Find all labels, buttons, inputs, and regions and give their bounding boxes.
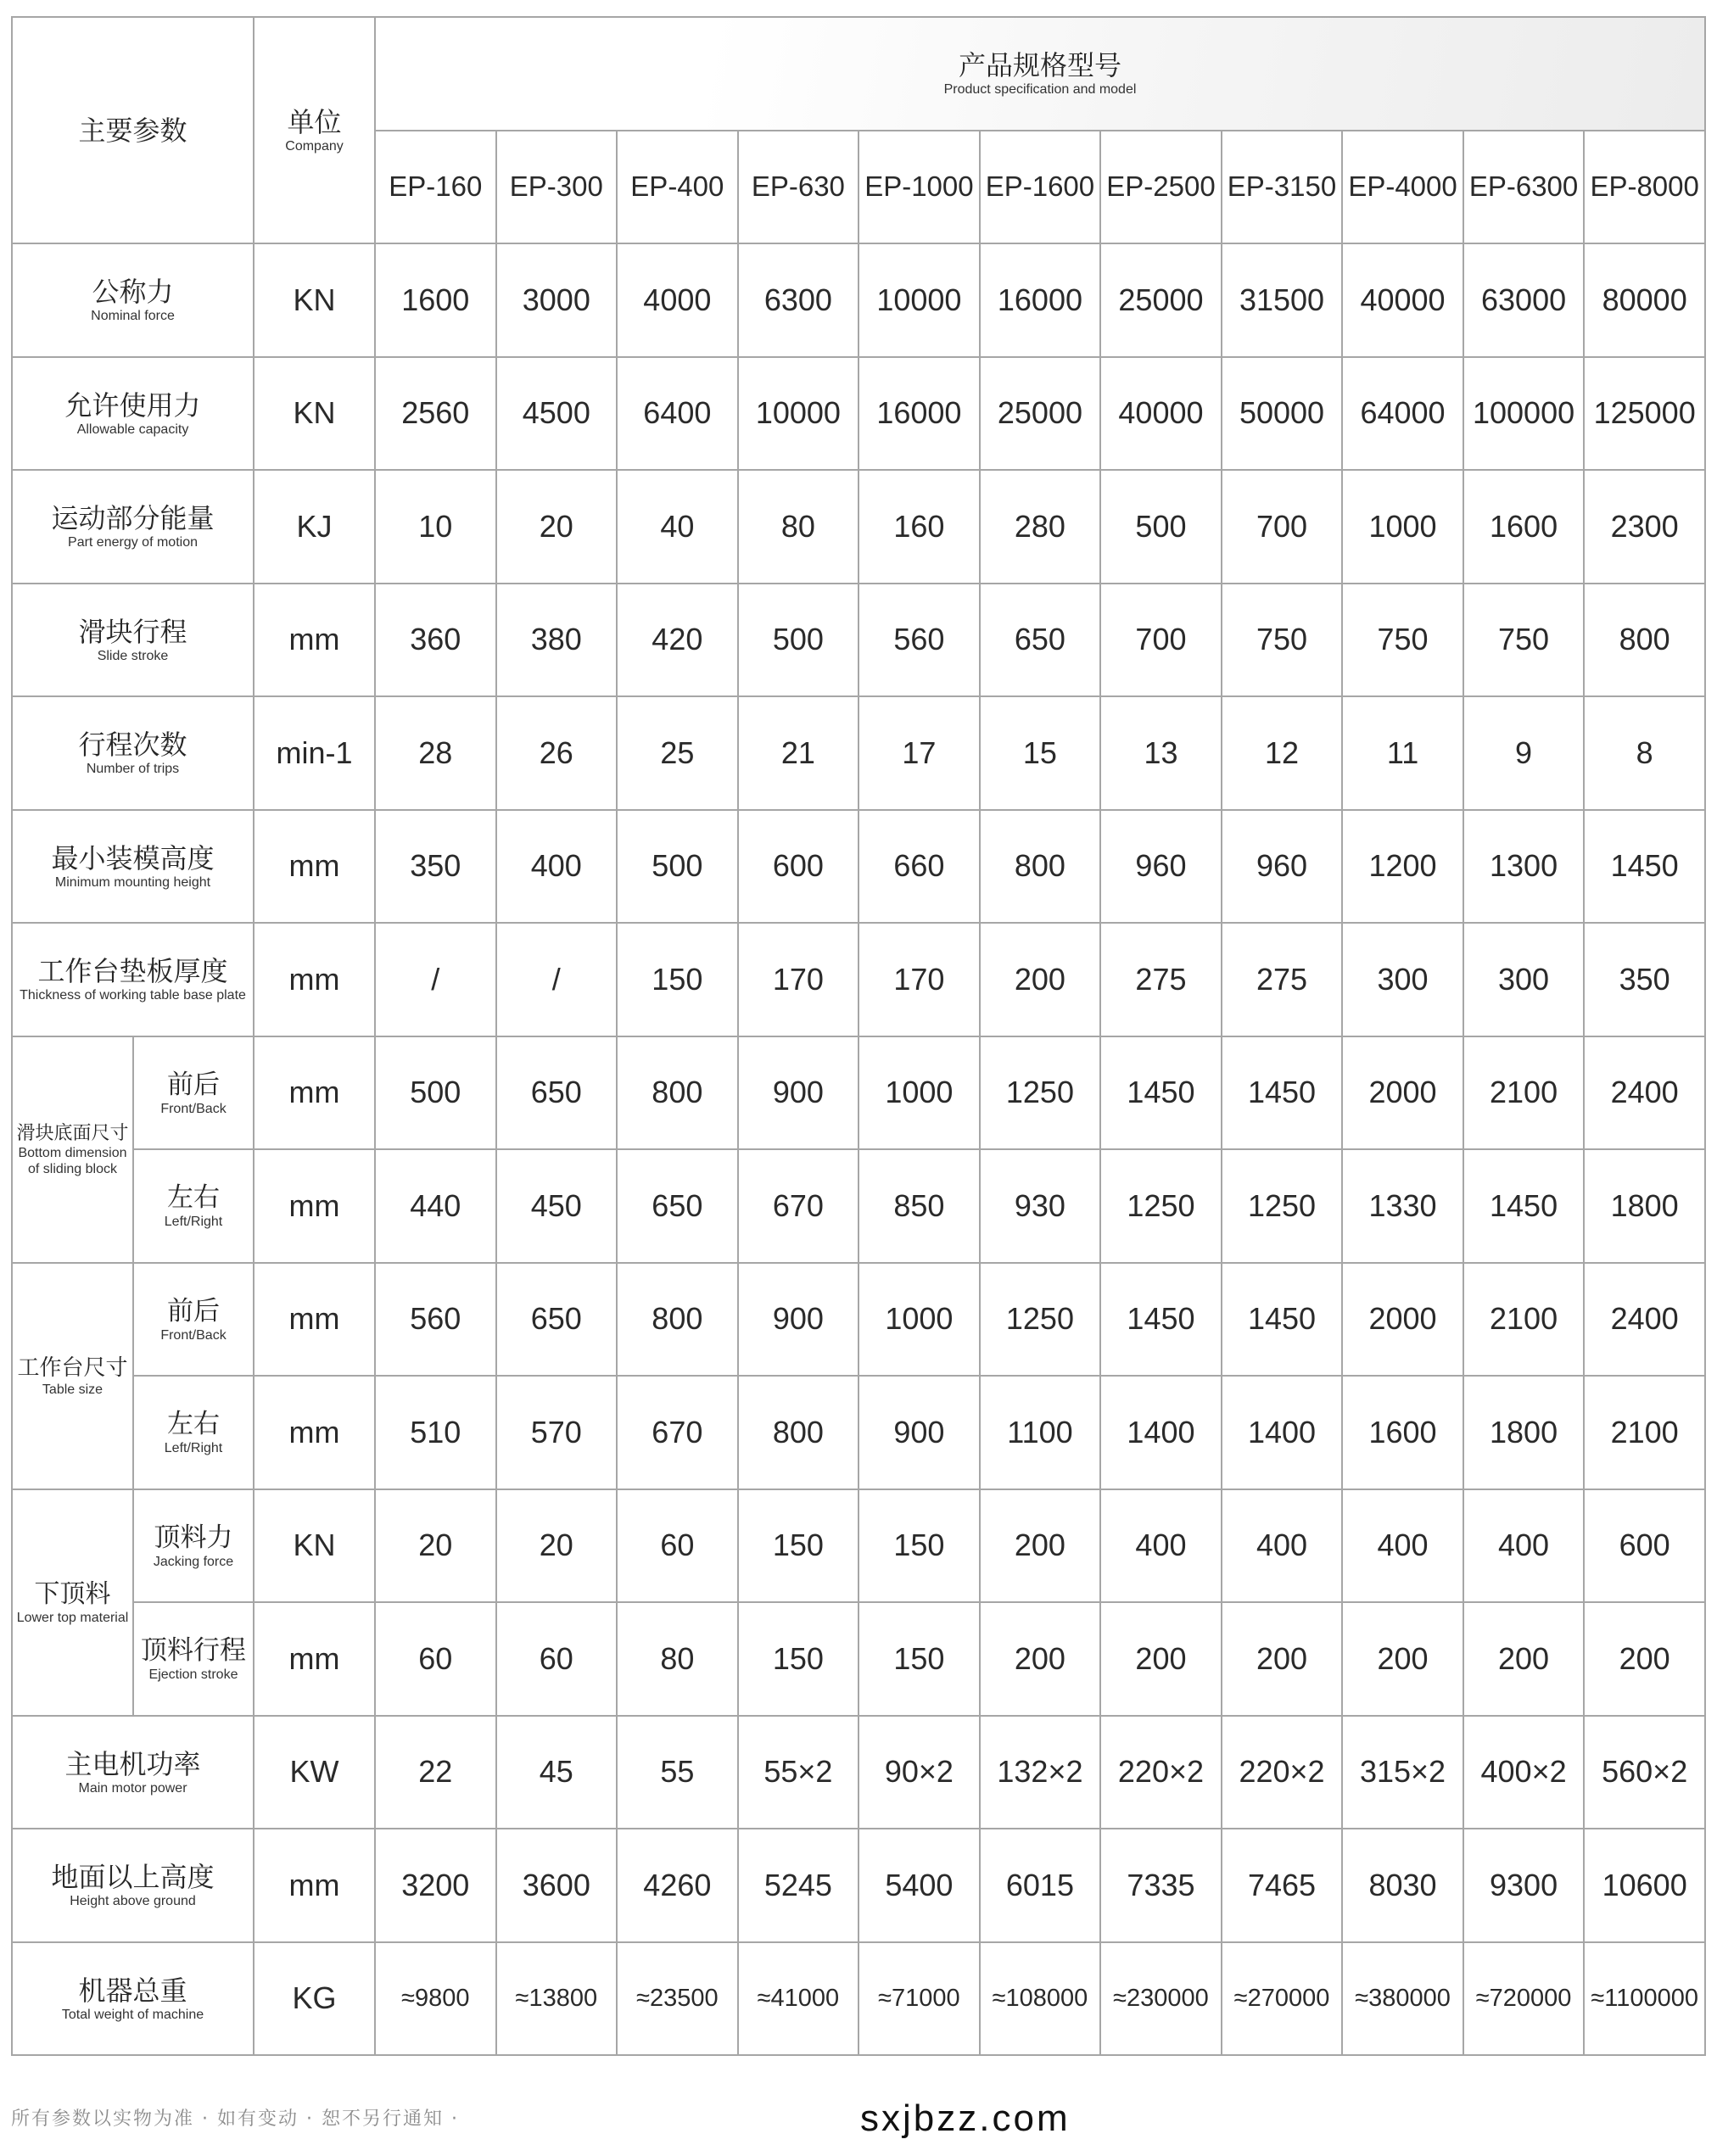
spec-value: 64000 <box>1342 357 1463 471</box>
spec-value: 150 <box>858 1602 980 1716</box>
spec-value: 800 <box>617 1263 738 1377</box>
spec-value: 50000 <box>1222 357 1343 471</box>
spec-value: 200 <box>980 1602 1101 1716</box>
spec-value: 510 <box>375 1376 496 1489</box>
spec-value: 800 <box>738 1376 859 1489</box>
spec-value: 1250 <box>1100 1149 1222 1263</box>
param-label-en: Number of trips <box>86 762 180 777</box>
spec-table <box>11 16 1706 2056</box>
spec-value: 200 <box>980 1489 1101 1603</box>
param-label <box>12 810 254 924</box>
sub-label <box>133 1489 254 1603</box>
unit-cell: KN <box>254 357 375 471</box>
param-label-en: Thickness of working table base plate <box>20 988 246 1003</box>
spec-value: 1400 <box>1100 1376 1222 1489</box>
spec-value: ≈23500 <box>617 1942 738 2056</box>
spec-value: 63000 <box>1463 243 1585 357</box>
spec-value: 40 <box>617 470 738 584</box>
spec-value: 6015 <box>980 1829 1101 1942</box>
sub-label-cn: 顶料力 <box>154 1522 233 1552</box>
param-label <box>12 1716 254 1829</box>
spec-value: 2400 <box>1584 1263 1705 1377</box>
group-label-en: Table size <box>42 1382 103 1397</box>
spec-value: 2100 <box>1463 1036 1585 1150</box>
sub-label-cn: 左右 <box>167 1182 220 1213</box>
model-header: EP-400 <box>617 131 738 244</box>
model-header: EP-8000 <box>1584 131 1705 244</box>
spec-value: 20 <box>496 470 618 584</box>
sub-label <box>133 1602 254 1716</box>
unit-cell: mm <box>254 1263 375 1377</box>
param-label-cn: 地面以上高度 <box>51 1862 215 1893</box>
site-url: sxjbzz.com <box>860 2097 1071 2139</box>
spec-value: 10000 <box>858 243 980 357</box>
spec-value: 100000 <box>1463 357 1585 471</box>
spec-value: 8 <box>1584 696 1705 810</box>
spec-value: 560 <box>375 1263 496 1377</box>
group-label-cn: 下顶料 <box>34 1579 111 1608</box>
spec-value: ≈71000 <box>858 1942 980 2056</box>
spec-value: 2100 <box>1584 1376 1705 1489</box>
group-label-cn: 滑块底面尺寸 <box>16 1122 129 1144</box>
sub-label-en: Front/Back <box>160 1101 227 1116</box>
sub-label-cn: 前后 <box>167 1069 220 1099</box>
param-label-cn: 工作台垫板厚度 <box>37 956 228 987</box>
spec-value: 700 <box>1222 470 1343 584</box>
group-label <box>12 1263 133 1489</box>
sub-label <box>133 1036 254 1150</box>
spec-value: 560×2 <box>1584 1716 1705 1829</box>
param-label-en: Minimum mounting height <box>54 874 211 890</box>
unit-cell: mm <box>254 584 375 697</box>
sub-label <box>133 1376 254 1489</box>
param-label-cn: 允许使用力 <box>64 389 201 421</box>
param-label-en: Part energy of motion <box>68 535 198 550</box>
spec-value: 350 <box>1584 923 1705 1036</box>
unit-cell: mm <box>254 1376 375 1489</box>
spec-value: 750 <box>1463 584 1585 697</box>
table-row <box>12 243 1705 357</box>
table-row <box>12 1489 1705 1603</box>
spec-value: 80000 <box>1584 243 1705 357</box>
spec-value: 170 <box>858 923 980 1036</box>
spec-header <box>375 17 1705 131</box>
table-row <box>12 357 1705 471</box>
spec-value: 380 <box>496 584 618 697</box>
param-label-en: Slide stroke <box>97 648 169 663</box>
spec-value: 275 <box>1100 923 1222 1036</box>
param-label <box>12 470 254 584</box>
spec-value: 2560 <box>375 357 496 471</box>
spec-value: 1450 <box>1463 1149 1585 1263</box>
spec-value: 400 <box>1100 1489 1222 1603</box>
spec-value: 200 <box>980 923 1101 1036</box>
spec-value: 600 <box>738 810 859 924</box>
spec-value: 650 <box>496 1036 618 1150</box>
model-header: EP-6300 <box>1463 131 1585 244</box>
spec-value: 150 <box>617 923 738 1036</box>
table-row <box>12 1942 1705 2056</box>
spec-value: ≈41000 <box>738 1942 859 2056</box>
spec-value: 60 <box>617 1489 738 1603</box>
model-header: EP-630 <box>738 131 859 244</box>
spec-value: 900 <box>738 1036 859 1150</box>
spec-value: 400 <box>1463 1489 1585 1603</box>
spec-value: ≈380000 <box>1342 1942 1463 2056</box>
spec-value: 1300 <box>1463 810 1585 924</box>
sub-label <box>133 1263 254 1377</box>
param-label <box>12 1829 254 1942</box>
spec-value: 25000 <box>1100 243 1222 357</box>
table-row <box>12 923 1705 1036</box>
model-header: EP-1000 <box>858 131 980 244</box>
param-label <box>12 243 254 357</box>
sub-label-cn: 前后 <box>167 1295 220 1326</box>
unit-cell: mm <box>254 923 375 1036</box>
spec-value: 1100 <box>980 1376 1101 1489</box>
unit-cell: mm <box>254 1149 375 1263</box>
table-row <box>12 810 1705 924</box>
spec-value: 800 <box>617 1036 738 1150</box>
spec-value: 13 <box>1100 696 1222 810</box>
spec-value: 17 <box>858 696 980 810</box>
sub-label-cn: 顶料行程 <box>141 1635 246 1666</box>
spec-value: 1250 <box>1222 1149 1343 1263</box>
unit-cell: KW <box>254 1716 375 1829</box>
spec-value: 28 <box>375 696 496 810</box>
spec-value: ≈270000 <box>1222 1942 1343 2056</box>
spec-value: 11 <box>1342 696 1463 810</box>
spec-value: 500 <box>738 584 859 697</box>
sub-label-en: Ejection stroke <box>148 1667 238 1683</box>
table-row <box>12 1716 1705 1829</box>
spec-body <box>12 243 1705 2055</box>
spec-value: 650 <box>980 584 1101 697</box>
model-header: EP-1600 <box>980 131 1101 244</box>
spec-value: 2400 <box>1584 1036 1705 1150</box>
spec-value: 3000 <box>496 243 618 357</box>
sub-label-en: Left/Right <box>164 1441 223 1456</box>
spec-value: 10000 <box>738 357 859 471</box>
spec-value: 1000 <box>858 1036 980 1150</box>
spec-value: 750 <box>1342 584 1463 697</box>
param-label-cn: 公称力 <box>92 276 174 308</box>
spec-value: 600 <box>1584 1489 1705 1603</box>
spec-value: 55×2 <box>738 1716 859 1829</box>
spec-value: 300 <box>1463 923 1585 1036</box>
spec-value: 1450 <box>1100 1036 1222 1150</box>
unit-cell: mm <box>254 1036 375 1150</box>
spec-value: 60 <box>375 1602 496 1716</box>
spec-value: 5400 <box>858 1829 980 1942</box>
spec-value: 1600 <box>1342 1376 1463 1489</box>
spec-value: 200 <box>1584 1602 1705 1716</box>
spec-value: 150 <box>738 1489 859 1603</box>
param-label <box>12 923 254 1036</box>
spec-value: 350 <box>375 810 496 924</box>
spec-value: 9 <box>1463 696 1585 810</box>
table-row <box>12 696 1705 810</box>
spec-value: 930 <box>980 1149 1101 1263</box>
group-label-en: Lower top material <box>16 1611 129 1626</box>
spec-value: 750 <box>1222 584 1343 697</box>
spec-value: 5245 <box>738 1829 859 1942</box>
spec-value: 450 <box>496 1149 618 1263</box>
spec-value: 200 <box>1222 1602 1343 1716</box>
spec-value: 7465 <box>1222 1829 1343 1942</box>
spec-value: 200 <box>1100 1602 1222 1716</box>
spec-value: 1330 <box>1342 1149 1463 1263</box>
param-label-cn: 运动部分能量 <box>51 503 215 534</box>
model-header: EP-300 <box>496 131 618 244</box>
spec-value: 10600 <box>1584 1829 1705 1942</box>
group-label-cn: 工作台尺寸 <box>17 1354 128 1381</box>
param-label <box>12 357 254 471</box>
spec-value: 960 <box>1100 810 1222 924</box>
table-row <box>12 1036 1705 1150</box>
spec-value: 3600 <box>496 1829 618 1942</box>
unit-header <box>254 17 375 243</box>
spec-value: 650 <box>496 1263 618 1377</box>
spec-value: ≈230000 <box>1100 1942 1222 2056</box>
spec-value: 1250 <box>980 1036 1101 1150</box>
param-label-en: Height above ground <box>70 1894 196 1909</box>
spec-value: 1450 <box>1222 1263 1343 1377</box>
spec-value: 25000 <box>980 357 1101 471</box>
spec-value: 1600 <box>375 243 496 357</box>
spec-value: 300 <box>1342 923 1463 1036</box>
unit-cell: KN <box>254 1489 375 1603</box>
spec-value: 1250 <box>980 1263 1101 1377</box>
param-label-cn: 滑块行程 <box>78 616 187 647</box>
param-label-cn: 行程次数 <box>78 729 187 761</box>
param-header-label: 主要参数 <box>78 115 187 146</box>
sub-label-en: Front/Back <box>160 1327 227 1343</box>
spec-header-cn: 产品规格型号 <box>959 50 1122 81</box>
unit-cell: KJ <box>254 470 375 584</box>
spec-value: 40000 <box>1100 357 1222 471</box>
spec-value: 4500 <box>496 357 618 471</box>
spec-value: 55 <box>617 1716 738 1829</box>
spec-value: 900 <box>738 1263 859 1377</box>
spec-value: 2000 <box>1342 1263 1463 1377</box>
unit-cell: mm <box>254 810 375 924</box>
spec-value: 280 <box>980 470 1101 584</box>
spec-value: 900 <box>858 1376 980 1489</box>
spec-value: 20 <box>496 1489 618 1603</box>
spec-value: 1000 <box>858 1263 980 1377</box>
sub-label-en: Jacking force <box>153 1554 234 1569</box>
spec-value: 2000 <box>1342 1036 1463 1150</box>
table-row <box>12 1149 1705 1263</box>
model-header: EP-4000 <box>1342 131 1463 244</box>
param-label <box>12 1942 254 2056</box>
spec-value: 400 <box>1222 1489 1343 1603</box>
spec-value: 650 <box>617 1149 738 1263</box>
model-header: EP-3150 <box>1222 131 1343 244</box>
spec-value: 440 <box>375 1149 496 1263</box>
spec-value: 670 <box>617 1376 738 1489</box>
spec-value: 800 <box>1584 584 1705 697</box>
unit-cell: KN <box>254 243 375 357</box>
spec-value: 1450 <box>1100 1263 1222 1377</box>
spec-value: 500 <box>1100 470 1222 584</box>
spec-value: 4000 <box>617 243 738 357</box>
spec-value: 850 <box>858 1149 980 1263</box>
spec-value: 700 <box>1100 584 1222 697</box>
table-row <box>12 1602 1705 1716</box>
spec-value: 9300 <box>1463 1829 1585 1942</box>
unit-header-cn: 单位 <box>287 107 342 137</box>
spec-value: 400 <box>1342 1489 1463 1603</box>
spec-value: ≈9800 <box>375 1942 496 2056</box>
table-row <box>12 470 1705 584</box>
group-label <box>12 1036 133 1263</box>
spec-value: 25 <box>617 696 738 810</box>
param-header <box>12 17 254 243</box>
spec-value: 420 <box>617 584 738 697</box>
group-label <box>12 1489 133 1716</box>
sub-label <box>133 1149 254 1263</box>
spec-value: 3200 <box>375 1829 496 1942</box>
spec-value: 200 <box>1463 1602 1585 1716</box>
spec-value: 160 <box>858 470 980 584</box>
spec-value: 660 <box>858 810 980 924</box>
spec-value: 12 <box>1222 696 1343 810</box>
param-label <box>12 696 254 810</box>
spec-value: 40000 <box>1342 243 1463 357</box>
spec-value: 150 <box>738 1602 859 1716</box>
spec-value: 1800 <box>1463 1376 1585 1489</box>
header-row <box>12 17 1705 131</box>
spec-value: 1000 <box>1342 470 1463 584</box>
sub-label-en: Left/Right <box>164 1215 223 1230</box>
spec-value: 16000 <box>858 357 980 471</box>
param-label-en: Allowable capacity <box>76 422 189 437</box>
spec-value: 80 <box>617 1602 738 1716</box>
table-row <box>12 1263 1705 1377</box>
spec-value: 800 <box>980 810 1101 924</box>
spec-value: ≈1100000 <box>1584 1942 1705 2056</box>
spec-value: 4260 <box>617 1829 738 1942</box>
spec-value: 6300 <box>738 243 859 357</box>
unit-header-en: Company <box>285 139 344 154</box>
spec-value: 400×2 <box>1463 1716 1585 1829</box>
spec-value: ≈13800 <box>496 1942 618 2056</box>
model-header: EP-160 <box>375 131 496 244</box>
spec-value: 20 <box>375 1489 496 1603</box>
spec-value: 150 <box>858 1489 980 1603</box>
spec-value: ≈720000 <box>1463 1942 1585 2056</box>
sub-label-cn: 左右 <box>167 1409 220 1439</box>
spec-value: 220×2 <box>1100 1716 1222 1829</box>
param-label-cn: 主电机功率 <box>64 1748 201 1779</box>
spec-value: 570 <box>496 1376 618 1489</box>
spec-value: / <box>375 923 496 1036</box>
spec-value: 16000 <box>980 243 1101 357</box>
spec-value: 22 <box>375 1716 496 1829</box>
spec-value: 132×2 <box>980 1716 1101 1829</box>
spec-value: 1450 <box>1584 810 1705 924</box>
spec-value: 6400 <box>617 357 738 471</box>
spec-value: / <box>496 923 618 1036</box>
spec-value: 560 <box>858 584 980 697</box>
spec-value: 80 <box>738 470 859 584</box>
spec-value: 2300 <box>1584 470 1705 584</box>
param-label-en: Nominal force <box>91 309 175 324</box>
spec-value: 45 <box>496 1716 618 1829</box>
spec-value: 60 <box>496 1602 618 1716</box>
spec-value: 10 <box>375 470 496 584</box>
spec-value: 1400 <box>1222 1376 1343 1489</box>
group-label-en: Bottom dimension of sliding block <box>18 1145 127 1176</box>
spec-value: 200 <box>1342 1602 1463 1716</box>
unit-cell: mm <box>254 1602 375 1716</box>
unit-cell: min-1 <box>254 696 375 810</box>
spec-value: 8030 <box>1342 1829 1463 1942</box>
spec-value: ≈108000 <box>980 1942 1101 2056</box>
spec-value: 26 <box>496 696 618 810</box>
spec-value: 15 <box>980 696 1101 810</box>
spec-value: 400 <box>496 810 618 924</box>
spec-value: 275 <box>1222 923 1343 1036</box>
spec-value: 1600 <box>1463 470 1585 584</box>
table-row <box>12 1376 1705 1489</box>
unit-cell: KG <box>254 1942 375 2056</box>
param-label-en: Main motor power <box>78 1780 187 1796</box>
spec-value: 125000 <box>1584 357 1705 471</box>
spec-value: 1450 <box>1222 1036 1343 1150</box>
spec-value: 7335 <box>1100 1829 1222 1942</box>
spec-value: 21 <box>738 696 859 810</box>
unit-cell: mm <box>254 1829 375 1942</box>
spec-value: 500 <box>617 810 738 924</box>
model-header: EP-2500 <box>1100 131 1222 244</box>
spec-value: 31500 <box>1222 243 1343 357</box>
param-label-cn: 最小装模高度 <box>51 842 215 874</box>
param-label-cn: 机器总重 <box>78 1974 187 2006</box>
param-label <box>12 584 254 697</box>
spec-value: 220×2 <box>1222 1716 1343 1829</box>
spec-value: 315×2 <box>1342 1716 1463 1829</box>
spec-value: 170 <box>738 923 859 1036</box>
spec-value: 360 <box>375 584 496 697</box>
spec-value: 1800 <box>1584 1149 1705 1263</box>
spec-value: 1200 <box>1342 810 1463 924</box>
spec-value: 500 <box>375 1036 496 1150</box>
spec-value: 2100 <box>1463 1263 1585 1377</box>
table-row <box>12 584 1705 697</box>
footer-note: 所有参数以实物为准 · 如有变动 · 恕不另行通知 · <box>11 2109 459 2130</box>
spec-header-en: Product specification and model <box>943 82 1137 98</box>
spec-value: 90×2 <box>858 1716 980 1829</box>
table-row <box>12 1829 1705 1942</box>
spec-value: 960 <box>1222 810 1343 924</box>
spec-value: 670 <box>738 1149 859 1263</box>
param-label-en: Total weight of machine <box>61 2007 204 2022</box>
